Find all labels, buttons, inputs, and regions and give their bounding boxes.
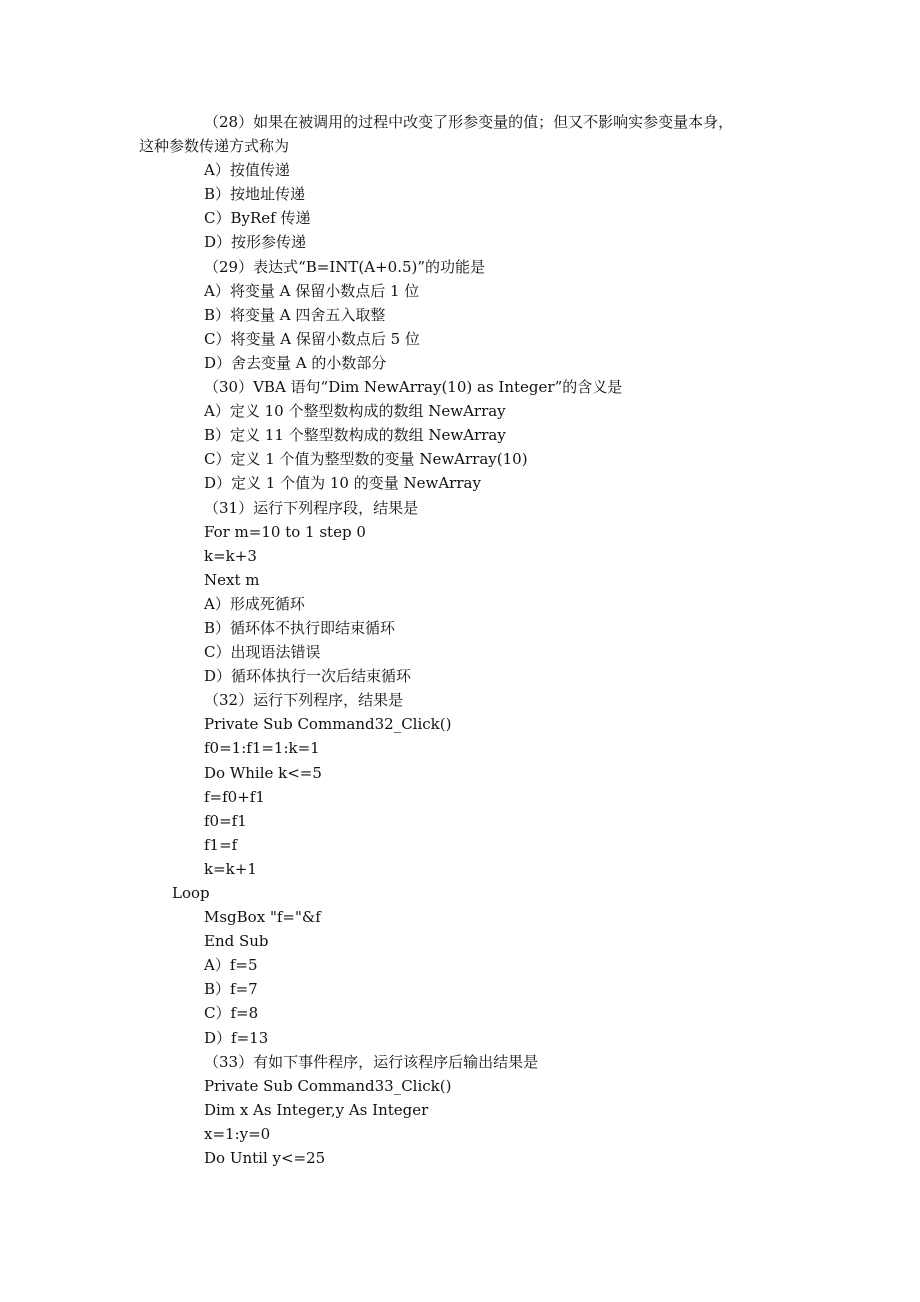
q32-code-line: Do While k<=5 bbox=[204, 763, 322, 782]
q31-code-line: For m=10 to 1 step 0 bbox=[204, 522, 366, 541]
q31-option-c: C）出现语法错误 bbox=[204, 643, 321, 662]
q32-code-line: f=f0+f1 bbox=[204, 787, 265, 806]
q31-code-line: Next m bbox=[204, 570, 260, 589]
q29-option-b: B）将变量 A 四舍五入取整 bbox=[204, 305, 386, 324]
q32-code-loop: Loop bbox=[172, 884, 210, 902]
q30-option-d: D）定义 1 个值为 10 的变量 NewArray bbox=[204, 474, 481, 493]
q32-code-line: Private Sub Command32_Click() bbox=[204, 715, 452, 734]
q28-option-a: A）按值传递 bbox=[204, 161, 290, 180]
q28-option-d: D）按形参传递 bbox=[204, 233, 307, 252]
q31-option-a: A）形成死循环 bbox=[204, 594, 305, 613]
q28-option-b: B）按地址传递 bbox=[204, 185, 306, 204]
q32-code-line: End Sub bbox=[204, 932, 269, 951]
q32-code-line: MsgBox "f="&f bbox=[204, 908, 321, 927]
q31-stem: （31）运行下列程序段，结果是 bbox=[204, 498, 419, 517]
q32-code-line: f1=f bbox=[204, 835, 238, 854]
q32-option-c: C）f=8 bbox=[204, 1004, 259, 1023]
q30-option-a: A）定义 10 个整型数构成的数组 NewArray bbox=[204, 402, 506, 421]
q32-option-a: A）f=5 bbox=[204, 956, 258, 975]
q28-stem: （28）如果在被调用的过程中改变了形参变量的值；但又不影响实参变量本身， bbox=[204, 113, 734, 131]
q33-code-line: Dim x As Integer,y As Integer bbox=[204, 1100, 429, 1119]
q32-code-line: k=k+1 bbox=[204, 859, 257, 878]
q31-code-line: k=k+3 bbox=[204, 546, 257, 565]
q32-code-line: f0=1:f1=1:k=1 bbox=[204, 739, 320, 758]
q29-stem: （29）表达式“B=INT(A+0.5)”的功能是 bbox=[204, 257, 486, 276]
q33-code-line: Private Sub Command33_Click() bbox=[204, 1076, 452, 1095]
q33-code-line: x=1:y=0 bbox=[204, 1124, 271, 1143]
q30-option-c: C）定义 1 个值为整型数的变量 NewArray(10) bbox=[204, 450, 528, 469]
q31-option-d: D）循环体执行一次后结束循环 bbox=[204, 667, 412, 686]
q33-code-line: Do Until y<=25 bbox=[204, 1149, 326, 1168]
q30-option-b: B）定义 11 个整型数构成的数组 NewArray bbox=[204, 426, 506, 445]
q32-stem: （32）运行下列程序，结果是 bbox=[204, 691, 404, 710]
q29-option-a: A）将变量 A 保留小数点后 1 位 bbox=[204, 281, 420, 300]
q32-option-b: B）f=7 bbox=[204, 980, 258, 999]
q30-stem: （30）VBA 语句“Dim NewArray(10) as Integer”的含义是 bbox=[204, 378, 623, 397]
q31-option-b: B）循环体不执行即结束循环 bbox=[204, 618, 396, 637]
q28-option-c: C）ByRef 传递 bbox=[204, 209, 311, 228]
q32-code-line: f0=f1 bbox=[204, 811, 247, 830]
q29-option-c: C）将变量 A 保留小数点后 5 位 bbox=[204, 329, 420, 348]
q32-option-d: D）f=13 bbox=[204, 1028, 269, 1047]
q29-option-d: D）舍去变量 A 的小数部分 bbox=[204, 353, 387, 372]
q28-stem-continued: 这种参数传递方式称为 bbox=[139, 137, 290, 156]
q33-stem: （33）有如下事件程序，运行该程序后输出结果是 bbox=[204, 1052, 539, 1071]
document-page bbox=[0, 110, 920, 1170]
